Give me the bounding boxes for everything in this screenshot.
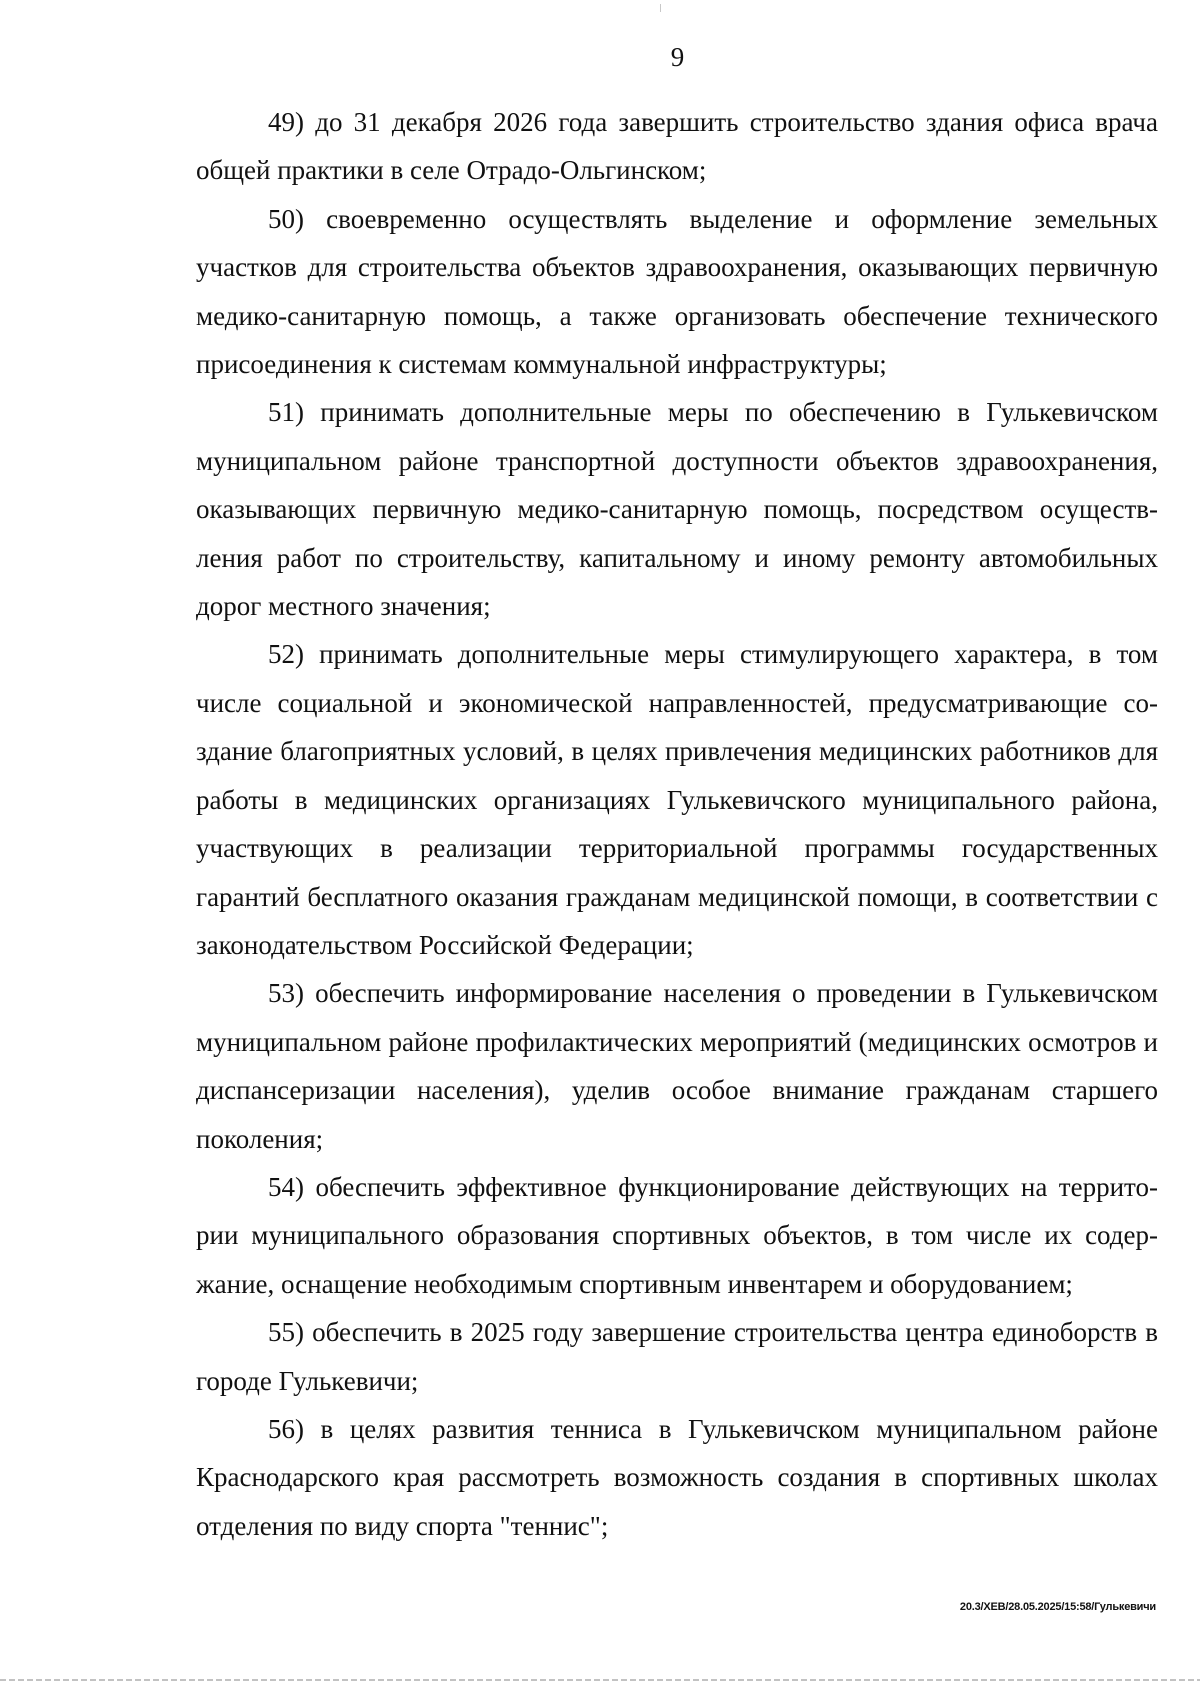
document-registration-code: 20.3/ХЕВ/28.05.2025/15:58/Гулькевичи: [959, 1601, 1156, 1613]
paragraph-item-50: 50) своевременно осуществлять выделение и оформление земельных участков для строительства объектов здравоохранения, оказывающих первичную медико-санитарную помощь, а также организовать обеспечение технического присоединения к системам коммунальной инфраструктуры;: [196, 203, 1158, 380]
paragraph-item-56: 56) в целях развития тенниса в Гулькевичском муниципальном районе Краснодарского края рассмотреть возможность создания в спортивных школах отделения по виду спорта "теннис";: [196, 1413, 1158, 1541]
paragraph-item-49: 49) до 31 декабря 2026 года завершить строительство здания офиса врача общей практики в селе Отрадо-Ольгинском;: [196, 107, 1158, 186]
page-number: 9: [670, 42, 685, 72]
paragraph-item-55: 55) обеспечить в 2025 году завершение строительства центра единоборств в городе Гулькевичи;: [196, 1317, 1158, 1396]
paragraph-item-52: 52) принимать дополнительные меры стимулирующего характера, в том числе социальной и экономической направленностей, предусматривающие создание благоприятных условий, в целях привлечения медицинских работников для работы в медицинских организациях Гулькевичского муниципального района, участвующих в реализации территориальной программы государственных гарантий бесплатного оказания гражданам медицинской помощи, в соответствии с законодательством Российской Федерации;: [196, 639, 1158, 960]
scan-edge-line: [0, 1679, 1200, 1681]
document-body: [196, 98, 1158, 1550]
scan-mark: [660, 4, 661, 12]
paragraph-item-51: 51) принимать дополнительные меры по обеспечению в Гулькевичском муниципальном районе транспортной доступности объектов здравоохранения, оказывающих первичную медико-санитарную помощь, посредством осуществления работ по строительству, капитальному и иному ремонту автомобильных дорог местного значения;: [196, 397, 1158, 622]
paragraph-item-53: 53) обеспечить информирование населения о проведении в Гулькевичском муниципальном районе профилактических мероприятий (медицинских осмотров и диспансеризации населения), уделив особое внимание гражданам старшего поколения;: [196, 978, 1158, 1154]
paragraph-item-54: 54) обеспечить эффективное функционирование действующих на территории муниципального образования спортивных объектов, в том числе их содержание, оснащение необходимым спортивным инвентарем и оборудованием;: [196, 1171, 1158, 1299]
